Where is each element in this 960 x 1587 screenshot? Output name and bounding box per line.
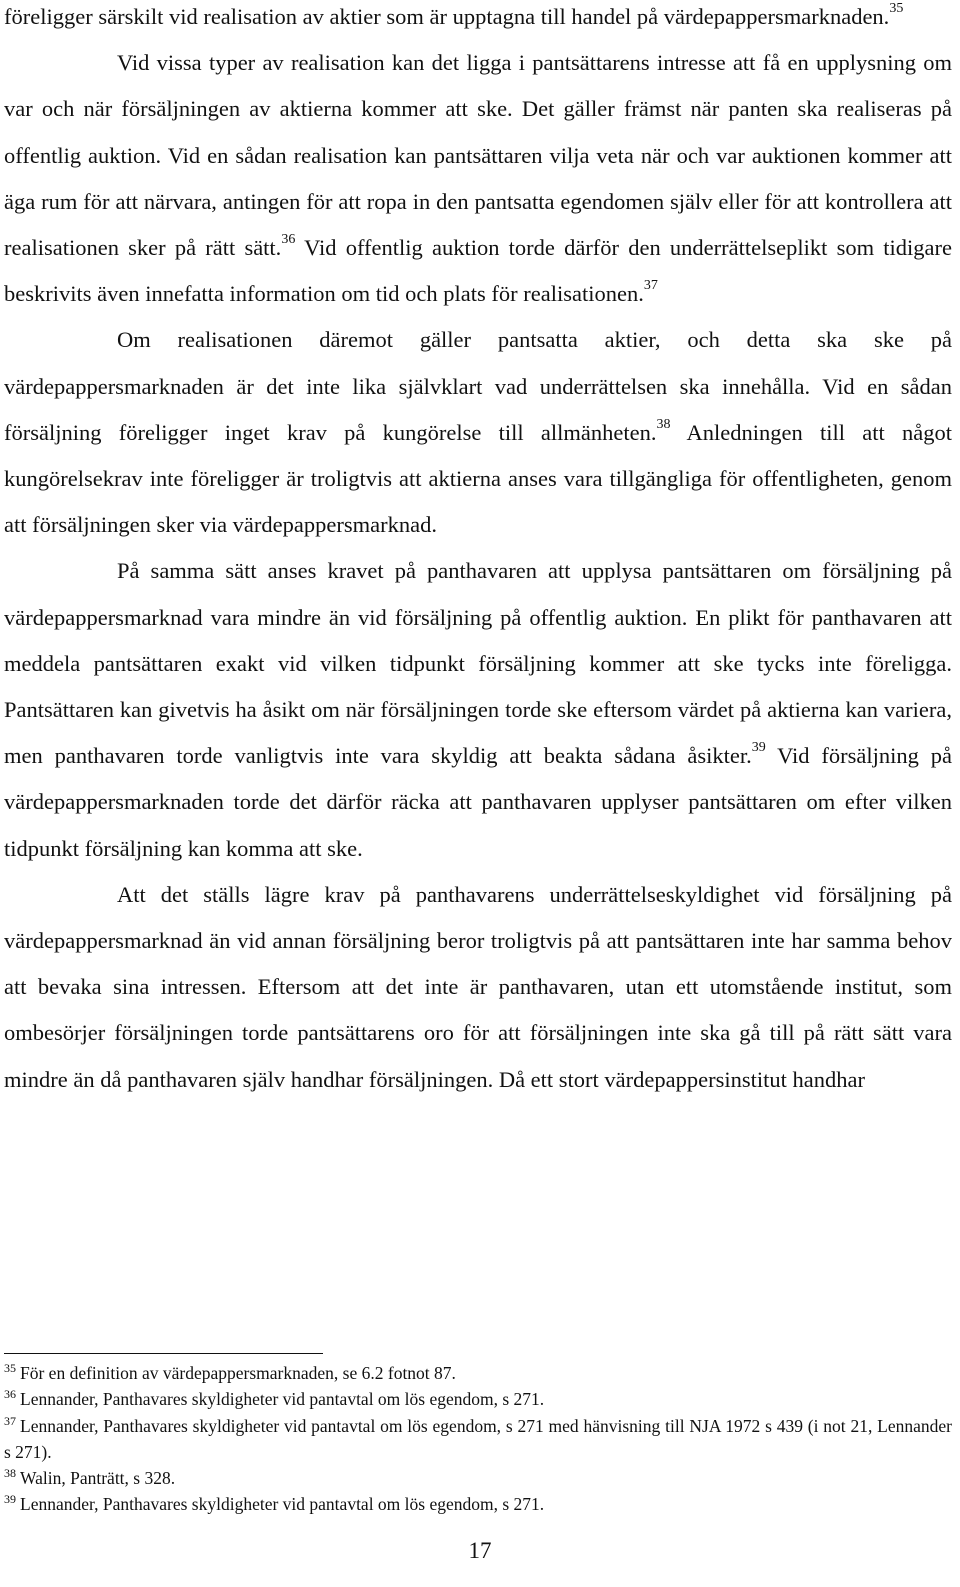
footnote-text: Lennander, Panthavares skyldigheter vid pantavtal om lös egendom, s 271.	[20, 1494, 545, 1515]
footnote-separator	[4, 1353, 323, 1354]
paragraph-text: Att det ställs lägre krav på panthavarens underrättelseskyldighet vid försäljning på värdepappersmarknad än vid annan försäljning beror troligtvis på att pantsättaren inte har samma behov att bevaka sina intressen. Eftersom att det inte är panthavaren, utan ett utomstående institut, som ombesörjer försäljningen torde pantsättarens oro för att försäljningen inte ska gå till på rätt sätt vara mindre än då panthavaren själv handhar försäljningen. Då ett stort värdepappersinstitut handhar	[4, 881, 952, 1092]
paragraph-text: Anledningen till att något kungörelsekrav inte föreligger är troligtvis att aktierna anses vara tillgängliga för offentligheten, genom att försäljningen sker via värdepappersmarknad.	[4, 419, 952, 538]
footnote-marker: 37	[643, 278, 658, 294]
footnote-number: 37	[4, 1413, 16, 1428]
paragraph	[4, 317, 952, 548]
footnote	[4, 1413, 952, 1466]
paragraph	[4, 548, 952, 871]
paragraph-text: Vid offentlig auktion torde därför den underrättelseplikt som tidigare beskrivits även innefatta information om tid och plats för realisationen.	[4, 235, 952, 307]
footnote-text: Walin, Panträtt, s 328.	[20, 1468, 176, 1489]
footnote-marker: 39	[751, 740, 766, 756]
page-number: 17	[468, 1538, 492, 1563]
footnote-text: Lennander, Panthavares skyldigheter vid pantavtal om lös egendom, s 271.	[20, 1389, 545, 1410]
footnote-number: 39	[4, 1492, 16, 1507]
footnote-text: Lennander, Panthavares skyldigheter vid pantavtal om lös egendom, s 271 med hänvisning till NJA 1972 s 439 (i not 21, Lennander s 271).	[4, 1415, 952, 1462]
footnote	[4, 1465, 952, 1491]
footnote-marker: 35	[889, 1, 904, 16]
footnote-marker: 38	[656, 416, 671, 432]
paragraph-text: föreligger särskilt vid realisation av aktier som är upptagna till handel på värdepappersmarknaden.	[4, 4, 890, 29]
footnote-number: 36	[4, 1387, 16, 1402]
paragraph-text: Om realisationen däremot gäller pantsatta aktier, och detta ska ske på värdepappersmarknaden är det inte lika självklart vad underrättelsen ska innehålla. Vid en sådan försäljning föreligger inget krav på kungörelse till allmänheten.	[4, 327, 952, 445]
body-text	[4, 0, 952, 1103]
paragraph-text: Vid försäljning på värdepappersmarknaden torde det därför räcka att panthavaren upplyser pantsättaren om efter vilken tidpunkt försäljning kan komma att ske.	[4, 743, 952, 861]
paragraph-text: På samma sätt anses kravet på panthavaren att upplysa pantsättaren om försäljning på värdepappersmarknad vara mindre än vid försäljning på offentlig auktion. En plikt för panthavaren att meddela pantsättaren exakt vid vilken tidpunkt försäljning kommer att ske tycks inte föreligga. Pantsättaren kan givetvis ha åsikt om när försäljningen torde ske eftersom värdet på aktierna kan variera, men panthavaren torde vanligtvis inte vara skyldig att beakta sådana åsikter.	[4, 558, 952, 769]
footnotes	[4, 1360, 952, 1518]
paragraph	[4, 872, 952, 1103]
footnote-marker: 36	[281, 232, 296, 248]
footnote-number: 38	[4, 1466, 16, 1481]
footnote	[4, 1491, 952, 1517]
footnote-number: 35	[4, 1361, 16, 1375]
footnote	[4, 1386, 952, 1412]
footnote	[4, 1360, 952, 1386]
footnote-text: För en definition av värdepappersmarknaden, se 6.2 fotnot 87.	[20, 1363, 456, 1383]
paragraph	[4, 0, 952, 40]
paragraph-text: Vid vissa typer av realisation kan det ligga i pantsättarens intresse att få en upplysning om var och när försäljningen av aktierna kommer att ske. Det gäller främst när panten ska realiseras på offentlig auktion. Vid en sådan realisation kan pantsättaren vilja veta när och var auktionen kommer att äga rum för att närvara, antingen för att ropa in den pantsatta egendomen själv eller för att kontrollera att realisationen sker på rätt sätt.	[4, 50, 952, 261]
paragraph	[4, 40, 952, 317]
